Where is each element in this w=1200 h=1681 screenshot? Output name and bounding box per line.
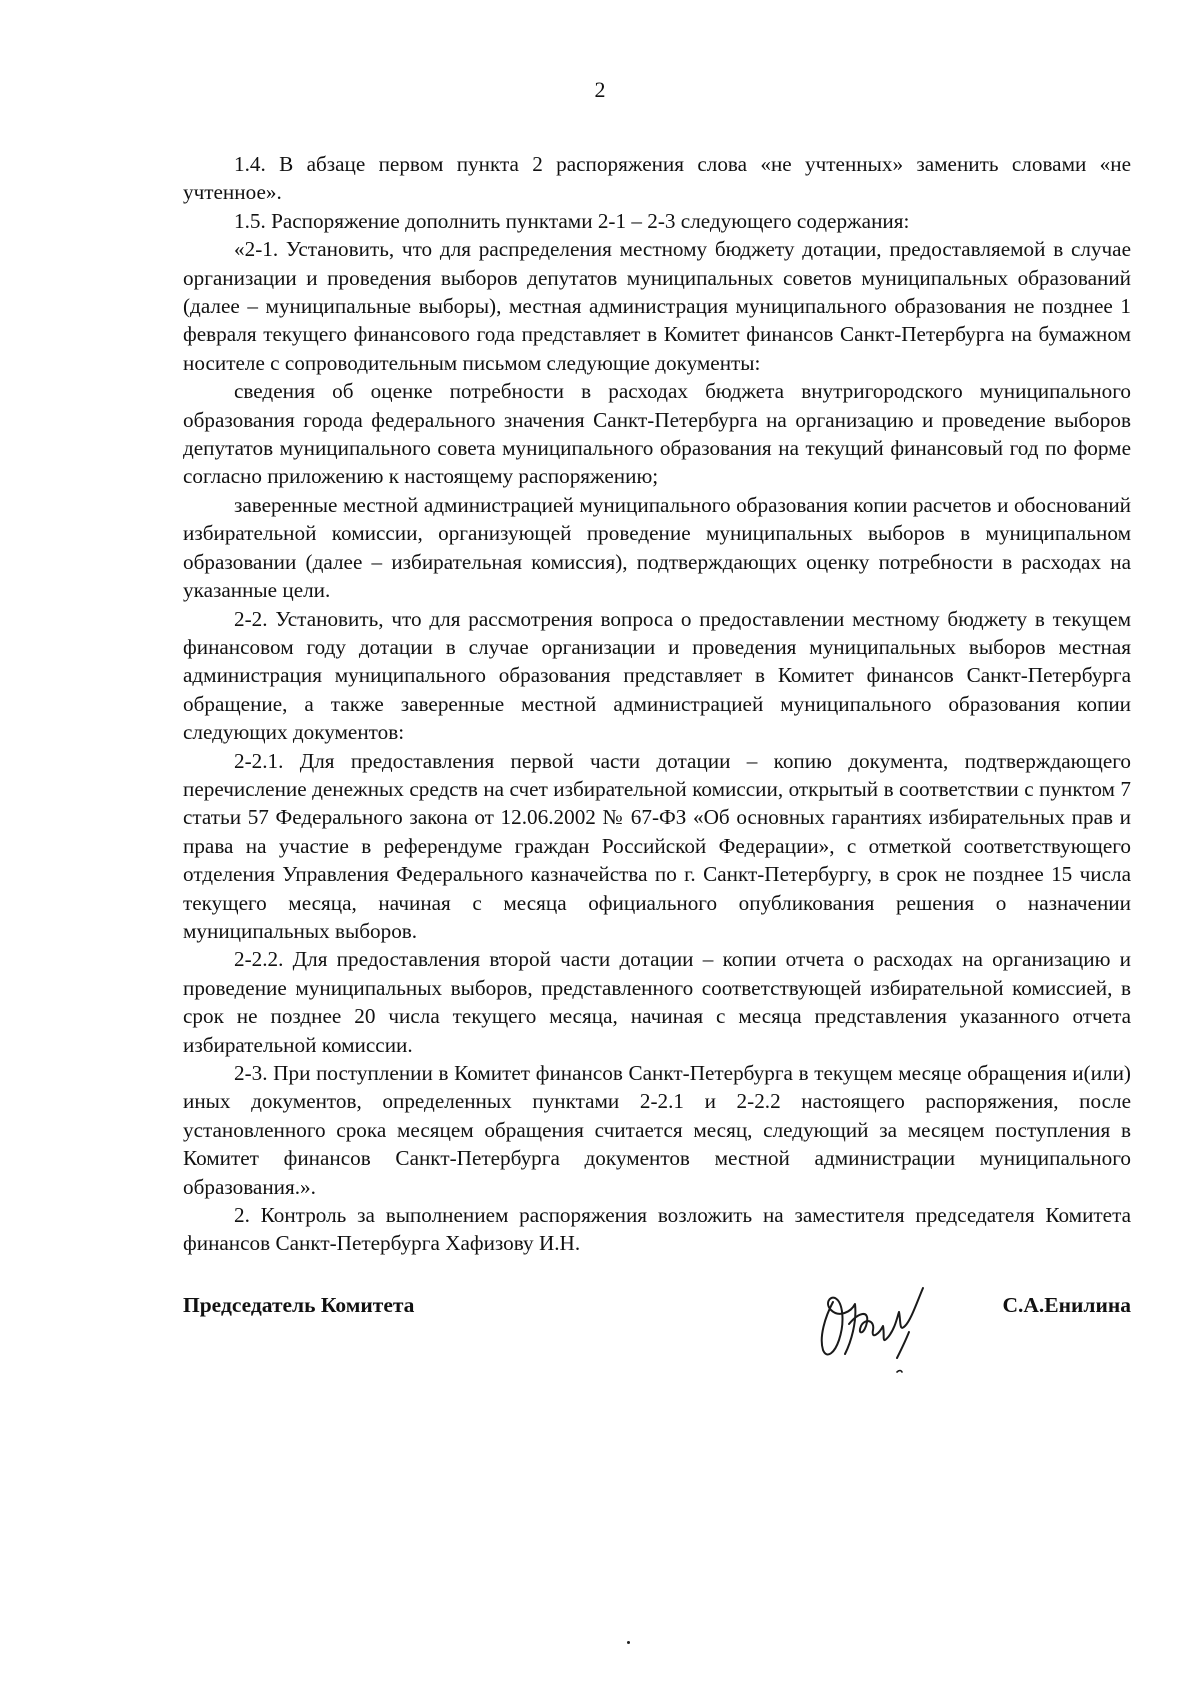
paragraph-2-2-1: 2-2.1. Для предоставления первой части дотации – копию документа, подтверждающего перечисление денежных средств на счет избирательной комиссии, открытый в соответствии с пунктом 7 статьи 57 Федерального закона от 12.06.2002 № 67-ФЗ «Об основных гарантиях избирательных прав и права на участие в референдуме граждан Российской Федерации», с отметкой соответствующего отделения Управления Федерального казначейства по г. Санкт-Петербургу, в срок не позднее 15 числа текущего месяца, начиная с месяца официального опубликования решения о назначении муниципальных выборов. <box>183 748 1131 943</box>
scan-artifact-dot <box>627 1641 630 1644</box>
document-body <box>183 150 1131 1258</box>
paragraph-2-control: 2. Контроль за выполнением распоряжения возложить на заместителя председателя Комитета финансов Санкт-Петербурга Хафизову И.Н. <box>183 1203 1131 1256</box>
paragraph-1-4: 1.4. В абзаце первом пункта 2 распоряжения слова «не учтенных» заменить словами «не учтенное». <box>183 152 1131 205</box>
signer-name: С.А.Енилина <box>1002 1293 1131 1317</box>
paragraph-2-2-2: 2-2.2. Для предоставления второй части дотации – копии отчета о расходах на организацию и проведение муниципальных выборов, представленного соответствующей избирательной комиссией, в срок не позднее 20 числа текущего месяца, начиная с месяца представления указанного отчета избирательной комиссии. <box>183 947 1131 1057</box>
handwritten-signature <box>805 1262 955 1382</box>
page-number: 2 <box>594 77 606 102</box>
paragraph-2-1: «2-1. Установить, что для распределения местному бюджету дотации, предоставляемой в случае организации и проведения выборов депутатов муниципальных советов муниципальных образований (далее – муниципальные выборы), местная администрация муниципального образования не позднее 1 февраля текущего финансового года представляет в Комитет финансов Санкт-Петербурга на бумажном носителе с сопроводительным письмом следующие документы: <box>183 237 1131 375</box>
signer-title: Председатель Комитета <box>183 1293 415 1317</box>
paragraph-2-2: 2-2. Установить, что для рассмотрения вопроса о предоставлении местному бюджету в текущем финансовом году дотации в случае организации и проведения муниципальных выборов местная администрация муниципального образования представляет в Комитет финансов Санкт-Петербурга обращение, а также заверенные местной администрацией муниципального образования копии следующих документов: <box>183 606 1131 745</box>
paragraph-2-1-item-1: сведения об оценке потребности в расходах бюджета внутригородского муниципального образования города федерального значения Санкт-Петербурга на организацию и проведение выборов депутатов муниципального совета муниципального образования на текущий финансовый год по форме согласно приложению к настоящему распоряжению; <box>183 379 1131 489</box>
paragraph-2-3: 2-3. При поступлении в Комитет финансов Санкт-Петербурга в текущем месяце обращения и(или) иных документов, определенных пунктами 2-2.1 и 2-2.2 настоящего распоряжения, после установленного срока месяцем обращения считается месяц, следующий за месяцем поступления в Комитет финансов Санкт-Петербурга документов местной администрации муниципального образования.». <box>183 1061 1131 1199</box>
paragraph-1-5: 1.5. Распоряжение дополнить пунктами 2-1 – 2-3 следующего содержания: <box>234 208 910 233</box>
paragraph-2-1-item-2: заверенные местной администрацией муниципального образования копии расчетов и обоснований избирательной комиссии, организующей проведение муниципальных выборов в муниципальном образовании (далее – избирательная комиссия), подтверждающих оценку потребности в расходах на указанные цели. <box>183 492 1131 603</box>
